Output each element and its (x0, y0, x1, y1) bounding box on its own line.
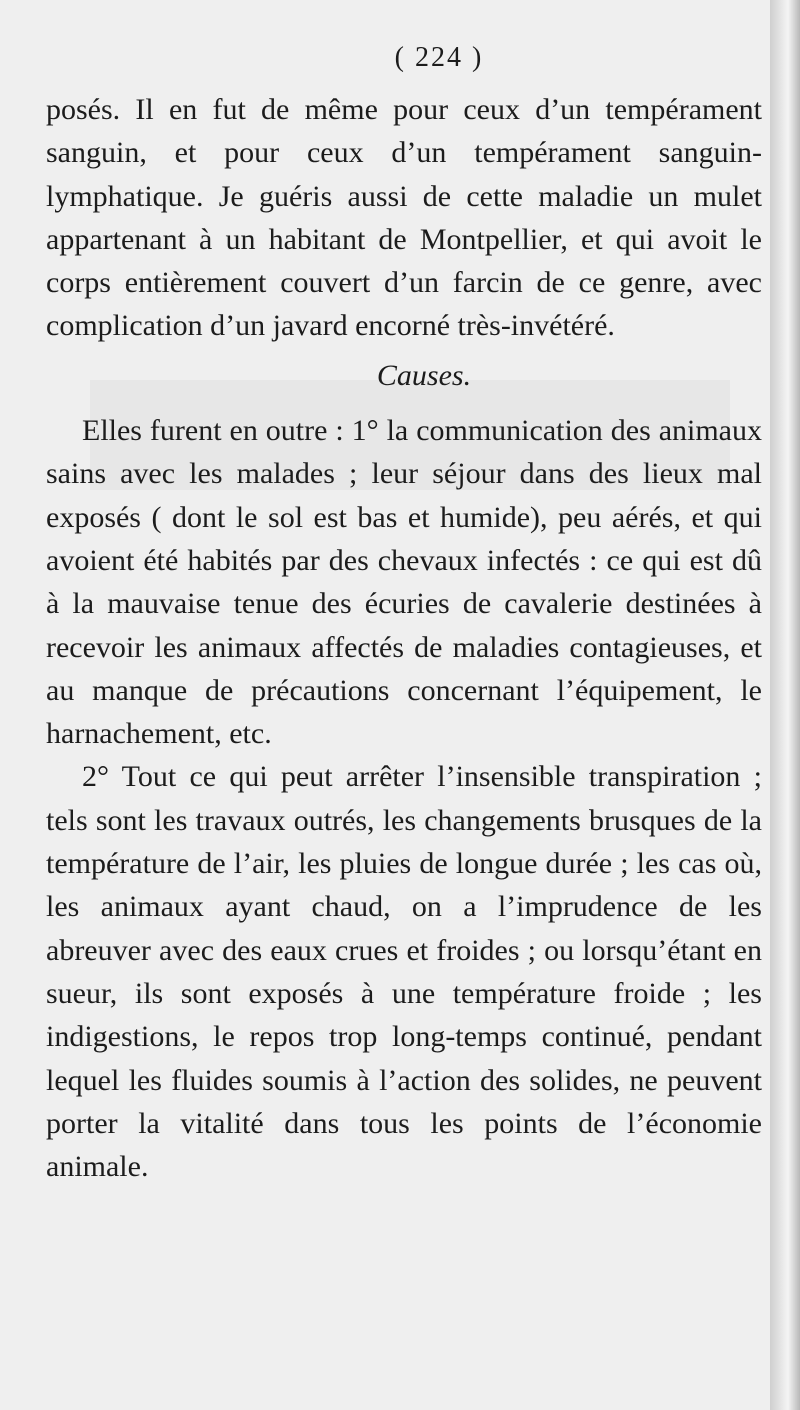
paragraph-causes-1: Elles furent en outre : 1° la communication des animaux sains avec les malades ; leur séjour dans des lieux mal exposés ( dont le sol est bas et humide), peu aérés, et qui avoient été habités par des chevaux infectés : ce qui est dû à la mauvaise tenue des écuries de cavalerie destinées à recevoir les animaux affectés de maladies contagieuses, et au manque de précautions concernant l’équipement, le harnachement, etc. (46, 414, 762, 751)
paragraph-causes-2: 2° Tout ce qui peut arrêter l’insensible transpiration ; tels sont les travaux outrés, les changements brusques de la température de l’air, les pluies de longue durée ; les cas où, les animaux ayant chaud, on a l’imprudence de les abreuver avec des eaux crues et froides ; ou lorsqu’étant en sueur, ils sont exposés à une température froide ; les indigestions, le repos trop long-temps continué, pendant lequel les fluides soumis à l’action des solides, ne peuvent porter la vitalité dans tous les points de l’économie animale. (46, 760, 762, 1184)
page-gutter-edge (770, 0, 800, 1410)
paragraph-continued: posés. Il en fut de même pour ceux d’un tempérament sanguin, et pour ceux d’un tempérament sanguin-lymphatique. Je guéris aussi de cette maladie un mulet appartenant à un habitant de Montpellier, et qui avoit le corps entièrement couvert d’un farcin de ce genre, avec complication d’un javard encorné très-invétéré. (46, 93, 762, 343)
page-number: ( 224 ) (394, 42, 484, 73)
page-body (46, 88, 762, 1188)
section-heading: Causes. (376, 358, 472, 392)
